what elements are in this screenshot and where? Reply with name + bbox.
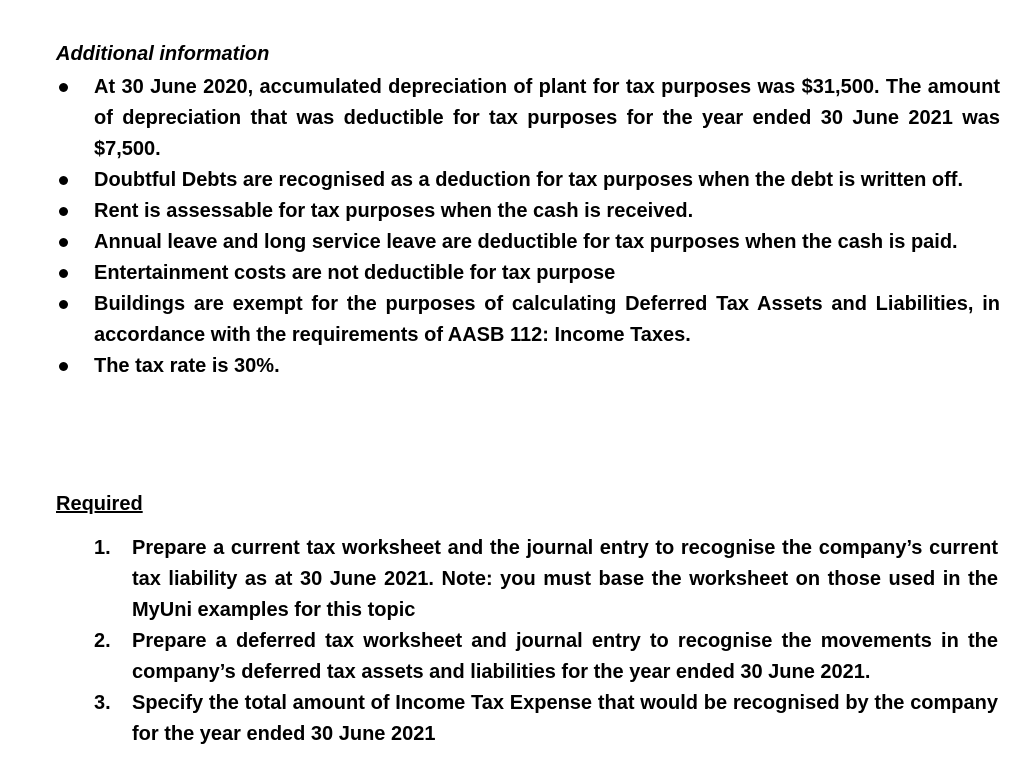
additional-information-heading: Additional information <box>56 43 270 65</box>
required-list <box>94 533 998 750</box>
list-item <box>94 626 998 688</box>
bullet-icon <box>59 176 68 185</box>
list-item <box>56 289 1000 351</box>
bullet-text: Doubtful Debts are recognised as a deduction for tax purposes when the debt is written off. <box>94 169 963 191</box>
item-text: Prepare a deferred tax worksheet and journal entry to recognise the movements in the company’s deferred tax assets and liabilities for the year ended 30 June 2021. <box>132 630 998 683</box>
item-text: Specify the total amount of Income Tax Expense that would be recognised by the company for the year ended 30 June 2021 <box>132 692 998 745</box>
list-item <box>56 165 1000 196</box>
list-item <box>94 533 998 626</box>
item-number: 2. <box>94 630 111 652</box>
list-item <box>56 351 1000 382</box>
bullet-text: Rent is assessable for tax purposes when the cash is received. <box>94 200 694 222</box>
bullet-text: The tax rate is 30%. <box>94 355 280 377</box>
bullet-text: Annual leave and long service leave are deductible for tax purposes when the cash is paid. <box>94 231 958 253</box>
bullet-text: Entertainment costs are not deductible for tax purpose <box>94 262 616 284</box>
bullet-text: Buildings are exempt for the purposes of calculating Deferred Tax Assets and Liabilities, in accordance with the requirements of AASB 112: Income Taxes. <box>94 293 1000 346</box>
bullet-icon <box>59 362 68 371</box>
bullet-icon <box>59 238 68 247</box>
list-item <box>56 72 1000 165</box>
item-number: 1. <box>94 537 111 559</box>
list-item <box>56 227 1000 258</box>
list-item <box>94 688 998 750</box>
bullet-icon <box>59 269 68 278</box>
bullet-text: At 30 June 2020, accumulated depreciation of plant for tax purposes was $31,500. The amount of depreciation that was deductible for tax purposes for the year ended 30 June 2021 was $7,500. <box>94 76 1000 160</box>
list-item <box>56 196 1000 227</box>
item-text: Prepare a current tax worksheet and the journal entry to recognise the company’s current tax liability as at 30 June 2021. Note: you must base the worksheet on those used in the MyUni examples for this topic <box>132 537 998 621</box>
bullet-icon <box>59 207 68 216</box>
required-heading: Required <box>56 493 143 515</box>
additional-information-list <box>56 72 1000 382</box>
bullet-icon <box>59 83 68 92</box>
bullet-icon <box>59 300 68 309</box>
list-item <box>56 258 1000 289</box>
item-number: 3. <box>94 692 111 714</box>
